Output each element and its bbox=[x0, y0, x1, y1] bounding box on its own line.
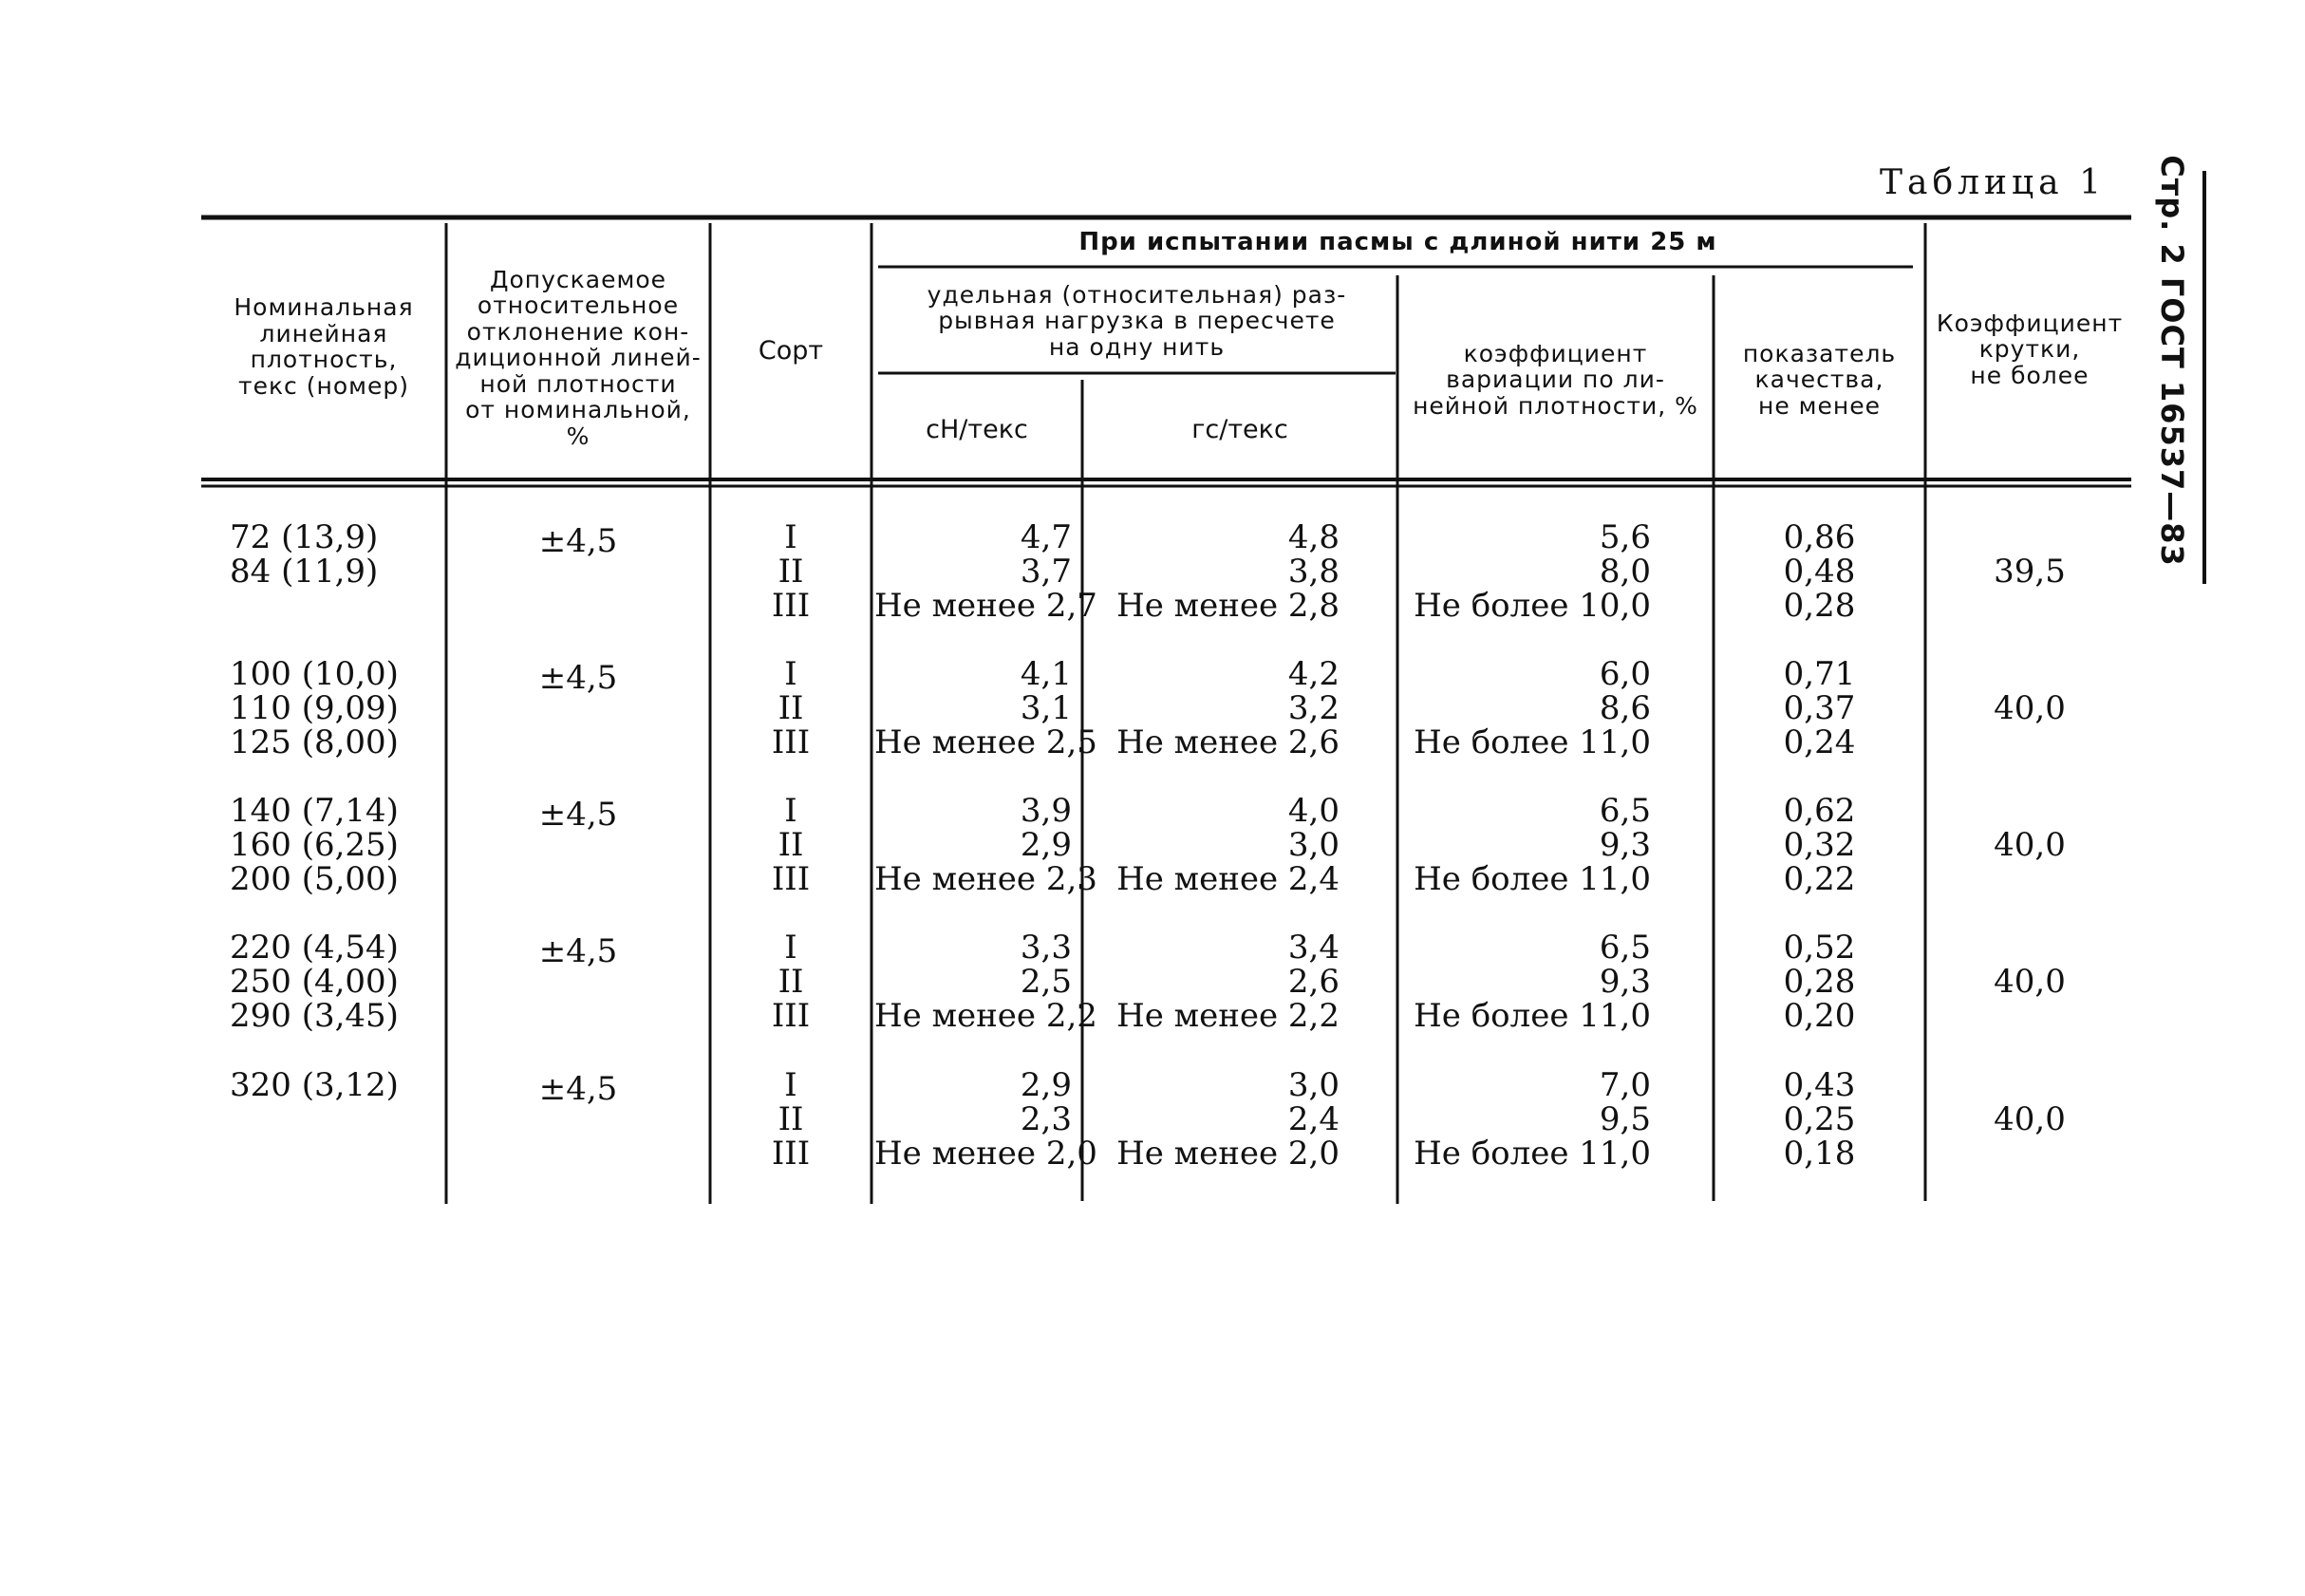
cn-value: 3,7 bbox=[1020, 553, 1072, 591]
cn-value: Не менее 2,5 bbox=[874, 723, 1097, 761]
grades-value: I bbox=[784, 792, 797, 830]
group-3-quality-cell bbox=[1716, 794, 1922, 896]
group-3-density-cell bbox=[230, 794, 443, 896]
gs-value: 3,0 bbox=[1287, 826, 1340, 864]
header-deviation-line: относительное bbox=[477, 291, 680, 320]
group-5-density-cell bbox=[230, 1068, 443, 1102]
group-2-gs-cell bbox=[1085, 657, 1340, 760]
grades-value: II bbox=[778, 963, 804, 1001]
grades-value: II bbox=[778, 826, 804, 864]
deviation-value: ±4,5 bbox=[538, 932, 618, 970]
deviation-value: ±4,5 bbox=[538, 522, 618, 560]
grades-value: III bbox=[771, 997, 811, 1035]
density-value: 100 (10,0) bbox=[230, 655, 399, 693]
header-twist bbox=[1928, 302, 2131, 397]
variation-value: 6,5 bbox=[1599, 792, 1651, 830]
gs-value: Не менее 2,0 bbox=[1116, 1135, 1340, 1173]
grades-value: III bbox=[771, 860, 811, 898]
header-variation bbox=[1400, 332, 1711, 427]
header-variation-line: коэффициент bbox=[1463, 339, 1648, 367]
grades-value: III bbox=[771, 587, 811, 625]
cn-value: Не менее 2,7 bbox=[874, 587, 1097, 625]
cn-value: 3,3 bbox=[1020, 929, 1072, 967]
cn-value: 2,9 bbox=[1020, 826, 1072, 864]
group-3-grades-cell bbox=[713, 794, 869, 896]
group-2-cn-cell bbox=[874, 655, 1097, 761]
header-load-cn: сН/текс bbox=[926, 415, 1028, 445]
variation-value: Не более 11,0 bbox=[1414, 723, 1651, 761]
variation-value: 8,6 bbox=[1599, 689, 1651, 727]
group-5-quality-cell bbox=[1716, 1068, 1922, 1171]
group-2-variation-cell bbox=[1400, 657, 1651, 760]
gs-value: 3,0 bbox=[1287, 1066, 1340, 1104]
quality-value: 0,48 bbox=[1783, 553, 1856, 591]
header-density-line: текс (номер) bbox=[238, 371, 409, 400]
group-1-twist-cell bbox=[1928, 554, 2131, 589]
group-1-deviation-cell bbox=[449, 524, 707, 558]
gs-value: 3,4 bbox=[1287, 929, 1340, 967]
grades-value: I bbox=[784, 655, 797, 693]
cn-value: 2,5 bbox=[1020, 963, 1072, 1001]
gs-value: 3,8 bbox=[1287, 553, 1340, 591]
cn-value: 4,1 bbox=[1020, 655, 1072, 693]
header-density-line: Номинальная bbox=[234, 293, 414, 321]
group-1-variation-cell bbox=[1400, 520, 1651, 623]
header-quality-line: качества, bbox=[1754, 366, 1884, 394]
cn-value: 2,3 bbox=[1020, 1100, 1072, 1138]
group-4-density-cell bbox=[230, 930, 443, 1033]
twist-value: 39,5 bbox=[1994, 553, 2066, 591]
group-4-cn-cell bbox=[874, 929, 1097, 1035]
group-4-grades-cell bbox=[713, 930, 869, 1033]
quality-value: 0,20 bbox=[1783, 997, 1856, 1035]
cn-value: 2,9 bbox=[1020, 1066, 1072, 1104]
group-3-variation-cell bbox=[1400, 794, 1651, 896]
variation-value: Не более 11,0 bbox=[1414, 860, 1651, 898]
group-2-grades-cell bbox=[713, 657, 869, 760]
variation-value: 8,0 bbox=[1599, 553, 1651, 591]
group-3-deviation-cell bbox=[449, 798, 707, 832]
group-5-twist-cell bbox=[1928, 1102, 2131, 1136]
group-5-cn-cell bbox=[874, 1066, 1097, 1173]
header-deviation-line: Допускаемое bbox=[489, 265, 667, 293]
gs-value: Не менее 2,4 bbox=[1116, 860, 1340, 898]
density-value: 140 (7,14) bbox=[230, 792, 399, 830]
header-deviation-line: % bbox=[566, 422, 590, 450]
gs-value: 2,4 bbox=[1287, 1100, 1340, 1138]
header-variation-line: нейной плотности, % bbox=[1413, 391, 1698, 420]
quality-value: 0,25 bbox=[1783, 1100, 1856, 1138]
header-load-line: удельная (относительная) раз- bbox=[927, 280, 1347, 309]
variation-value: 6,5 bbox=[1599, 929, 1651, 967]
variation-value: 9,5 bbox=[1599, 1100, 1651, 1138]
header-density bbox=[204, 275, 443, 418]
quality-value: 0,32 bbox=[1783, 826, 1856, 864]
header-twist-line: Коэффициент bbox=[1936, 309, 2124, 337]
header-deviation-line: ной плотности bbox=[479, 369, 677, 398]
variation-value: Не более 11,0 bbox=[1414, 1135, 1651, 1173]
header-twist-line: крутки, bbox=[1978, 335, 2081, 364]
group-4-quality-cell bbox=[1716, 930, 1922, 1033]
group-5-deviation-cell bbox=[449, 1072, 707, 1106]
grades-value: II bbox=[778, 689, 804, 727]
deviation-value: ±4,5 bbox=[538, 796, 618, 834]
cn-value: 3,1 bbox=[1020, 689, 1072, 727]
header-density-line: плотность, bbox=[250, 346, 398, 373]
group-1-quality-cell bbox=[1716, 520, 1922, 623]
group-2-deviation-cell bbox=[449, 661, 707, 695]
density-value: 110 (9,09) bbox=[230, 689, 399, 727]
density-value: 72 (13,9) bbox=[230, 518, 379, 556]
quality-value: 0,37 bbox=[1783, 689, 1856, 727]
group-4-twist-cell bbox=[1928, 965, 2131, 999]
group-1-cn-cell bbox=[874, 518, 1097, 625]
twist-value: 40,0 bbox=[1994, 689, 2066, 727]
header-deviation bbox=[449, 258, 707, 458]
side-label-text: Стр. 2 ГОСТ 16537—83 bbox=[2154, 155, 2191, 567]
grades-value: I bbox=[784, 518, 797, 556]
quality-value: 0,71 bbox=[1783, 655, 1856, 693]
cn-value: Не менее 2,0 bbox=[874, 1135, 1097, 1173]
table-caption: Таблица 1 bbox=[1880, 163, 2106, 202]
quality-value: 0,22 bbox=[1783, 860, 1856, 898]
group-1-density-cell bbox=[230, 520, 443, 589]
group-4-gs-cell bbox=[1085, 930, 1340, 1033]
twist-value: 40,0 bbox=[1994, 826, 2066, 864]
quality-value: 0,28 bbox=[1783, 587, 1856, 625]
variation-value: 9,3 bbox=[1599, 826, 1651, 864]
cn-value: Не менее 2,2 bbox=[874, 997, 1097, 1035]
twist-value: 40,0 bbox=[1994, 1100, 2066, 1138]
group-5-variation-cell bbox=[1400, 1068, 1651, 1171]
density-value: 250 (4,00) bbox=[230, 963, 399, 1001]
header-density-line: линейная bbox=[259, 319, 388, 347]
density-value: 125 (8,00) bbox=[230, 723, 399, 761]
header-quality bbox=[1716, 332, 1922, 427]
header-twist-line: не более bbox=[1970, 361, 2089, 389]
group-2-density-cell bbox=[230, 657, 443, 760]
group-1-grades-cell bbox=[713, 520, 869, 623]
header-deviation-line: отклонение кон- bbox=[466, 317, 690, 346]
quality-value: 0,86 bbox=[1783, 518, 1856, 556]
density-value: 84 (11,9) bbox=[230, 553, 379, 591]
quality-value: 0,62 bbox=[1783, 792, 1856, 830]
group-1-gs-cell bbox=[1085, 520, 1340, 623]
gs-value: Не менее 2,6 bbox=[1116, 723, 1340, 761]
variation-value: 6,0 bbox=[1599, 655, 1651, 693]
grades-value: III bbox=[771, 723, 811, 761]
twist-value: 40,0 bbox=[1994, 963, 2066, 1001]
gs-value: 4,2 bbox=[1287, 655, 1340, 693]
cn-value: 4,7 bbox=[1020, 518, 1072, 556]
grades-value: I bbox=[784, 1066, 797, 1104]
header-deviation-line: диционной линей- bbox=[455, 344, 702, 372]
density-value: 290 (3,45) bbox=[230, 997, 399, 1035]
group-3-gs-cell bbox=[1085, 794, 1340, 896]
variation-value: 5,6 bbox=[1599, 518, 1651, 556]
cn-value: Не менее 2,3 bbox=[874, 860, 1097, 898]
group-3-twist-cell bbox=[1928, 828, 2131, 862]
header-test-group: При испытании пасмы с длиной нити 25 м bbox=[1078, 227, 1717, 256]
quality-value: 0,24 bbox=[1783, 723, 1856, 761]
variation-value: Не более 11,0 bbox=[1414, 997, 1651, 1035]
header-quality-line: не менее bbox=[1757, 391, 1882, 420]
group-2-quality-cell bbox=[1716, 657, 1922, 760]
group-3-cn-cell bbox=[874, 792, 1097, 898]
deviation-value: ±4,5 bbox=[538, 659, 618, 697]
density-value: 200 (5,00) bbox=[230, 860, 399, 898]
header-load-line: рывная нагрузка в пересчете bbox=[938, 307, 1336, 335]
gs-value: 3,2 bbox=[1287, 689, 1340, 727]
header-deviation-line: от номинальной, bbox=[465, 396, 691, 424]
gs-value: 4,8 bbox=[1287, 518, 1340, 556]
header-load-gs: гс/текс bbox=[1191, 415, 1288, 445]
header-load-line: на одну нить bbox=[1048, 332, 1226, 361]
header-variation-line: вариации по ли- bbox=[1446, 366, 1665, 394]
group-5-grades-cell bbox=[713, 1068, 869, 1171]
cn-value: 3,9 bbox=[1020, 792, 1072, 830]
group-4-deviation-cell bbox=[449, 934, 707, 968]
gs-value: Не менее 2,8 bbox=[1116, 587, 1340, 625]
variation-value: 9,3 bbox=[1599, 963, 1651, 1001]
group-2-twist-cell bbox=[1928, 691, 2131, 725]
quality-value: 0,18 bbox=[1783, 1135, 1856, 1173]
density-value: 320 (3,12) bbox=[230, 1066, 399, 1104]
grades-value: II bbox=[778, 1100, 804, 1138]
gs-value: 4,0 bbox=[1287, 792, 1340, 830]
variation-value: 7,0 bbox=[1599, 1066, 1651, 1104]
grades-value: III bbox=[771, 1135, 811, 1173]
deviation-value: ±4,5 bbox=[538, 1070, 618, 1108]
gs-value: 2,6 bbox=[1287, 963, 1340, 1001]
grades-value: I bbox=[784, 929, 797, 967]
header-quality-line: показатель bbox=[1742, 339, 1897, 367]
grades-value: II bbox=[778, 553, 804, 591]
gs-value: Не менее 2,2 bbox=[1116, 997, 1340, 1035]
header-grade: Сорт bbox=[758, 336, 824, 366]
variation-value: Не более 10,0 bbox=[1414, 587, 1651, 625]
header-load bbox=[878, 273, 1396, 368]
quality-value: 0,43 bbox=[1783, 1066, 1856, 1104]
quality-value: 0,28 bbox=[1783, 963, 1856, 1001]
density-value: 220 (4,54) bbox=[230, 929, 399, 967]
quality-value: 0,52 bbox=[1783, 929, 1856, 967]
density-value: 160 (6,25) bbox=[230, 826, 399, 864]
group-5-gs-cell bbox=[1085, 1068, 1340, 1171]
group-4-variation-cell bbox=[1400, 930, 1651, 1033]
